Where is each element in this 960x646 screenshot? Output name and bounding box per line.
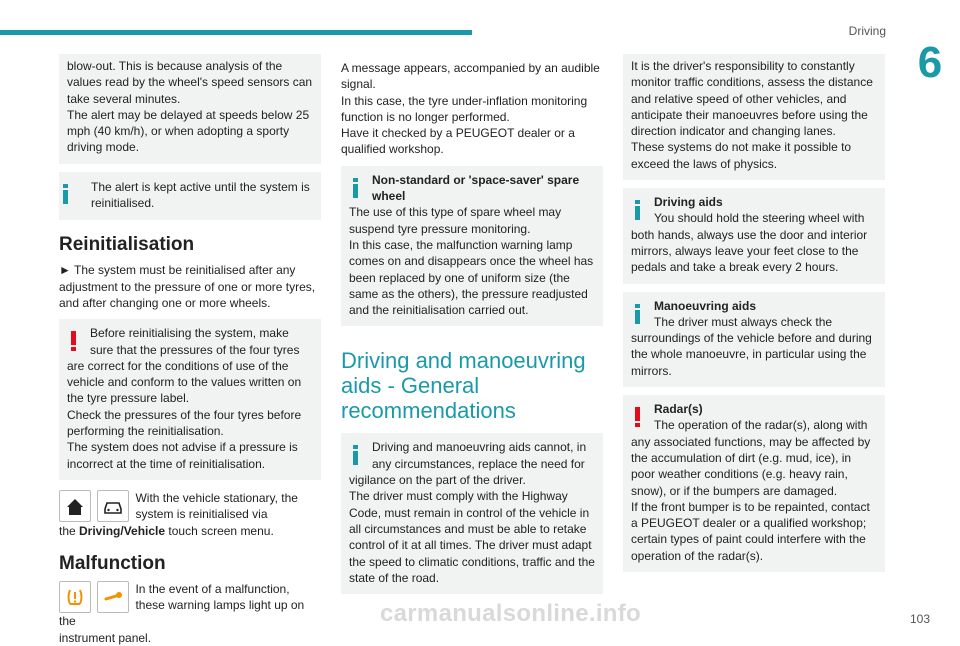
- watermark: carmanualsonline.info: [380, 600, 642, 627]
- header-accent-bar: [0, 30, 472, 35]
- column-3: [623, 54, 885, 572]
- manoeuvring-first-line: The driver must always check the: [654, 314, 833, 329]
- note-box-responsibility: [623, 54, 885, 180]
- radar-title: Radar(s): [654, 402, 703, 417]
- spare-text: The use of this type of spare wheel may suspend tyre pressure monitoring. In this case, the malfunction warning lamp comes on and disappears once the wheel has been replaced by one of uniform size (the same as the others), the pressure readjusted and the reinitialisation carried out.: [349, 205, 594, 318]
- aids-first-line: Driving and manoeuvring aids cannot, in any circumstances, replace the need for: [372, 440, 587, 471]
- note-text: blow-out. This is because analysis of the values read by the wheel's speed sensors can take several minutes. The alert may be delayed at speeds below 25 mph (40 km/h), or when adopting a sporty driving mode.: [67, 59, 313, 155]
- reinit-text: ► The system must be reinitialised after any adjustment to the pressure of one or more tyres, and after changing one or more wheels.: [59, 263, 316, 310]
- warning-box-radar: [623, 395, 885, 572]
- page-number: 103: [909, 612, 930, 626]
- radar-text: any associated functions, may be affected by the accumulation of dirt (e.g. mud, ice), in poor weather conditions (e.g. heavy rain, snow), or if the bumpers are damaged. If the front bumper is to be repainted, contact a PEUGEOT dealer or a qualified workshop; certain types of paint could interfere with the operation of the radar(s).: [631, 434, 871, 563]
- info-icon: [63, 184, 68, 204]
- heading-malfunction: Malfunction: [59, 552, 166, 574]
- info-box-alert: [59, 172, 321, 221]
- driving-text: both hands, always use the door and interior mirrors, always leave your feet close to the pedals and take a break every 2 hours.: [631, 227, 868, 275]
- warning-first-line: Before reinitialising the system, make sure that the pressures of the four tyres: [90, 326, 300, 357]
- driving-first-line: You should hold the steering wheel with: [654, 211, 865, 226]
- menu-name: Driving/Vehicle: [79, 523, 166, 538]
- message-text: A message appears, accompanied by an audible signal. In this case, the tyre under-inflation monitoring function is no longer performed. Have it checked by a PEUGEOT dealer or a qualified workshop.: [341, 61, 600, 157]
- info-icon: [635, 200, 640, 220]
- aids-text: vigilance on the part of the driver. The driver must comply with the Highway Code, must remain in control of the vehicle in all circumstances and must be able to retake control of it at all times. The driver must adapt the speed to climatic conditions, traffic and the state of the road.: [349, 473, 595, 585]
- wrench-icon: [97, 581, 129, 613]
- note-box-blowout: [59, 54, 321, 164]
- info-icon: [635, 304, 640, 324]
- info-box-aids: [341, 433, 603, 594]
- stationary-menu-line: [59, 523, 321, 539]
- column-1: [59, 54, 321, 646]
- malfunction-text-end: instrument panel.: [59, 630, 152, 645]
- info-icon: [353, 178, 358, 198]
- chapter-number: 6: [917, 38, 943, 87]
- info-box-manoeuvring: [623, 292, 885, 387]
- stationary-text: With the vehicle stationary, the system is reinitialised via: [135, 490, 298, 522]
- manoeuvring-text: surroundings of the vehicle before and during the whole manoeuvre, in particular using the mirrors.: [631, 331, 872, 378]
- warning-icon: [635, 407, 640, 427]
- manoeuvring-title: Manoeuvring aids: [654, 298, 757, 313]
- info-box-driving-aids: [623, 188, 885, 283]
- driving-title: Driving aids: [654, 195, 723, 210]
- warning-text: are correct for the conditions of use of the vehicle and conform to the values written on the tyre pressure label. Check the pressures of the four tyres before performing the reinitialisation. The system does not advise if a pressure is incorrect at the time of reinitialisation.: [67, 358, 302, 471]
- tyre-warning-icon: [59, 581, 91, 613]
- info-box-spare-wheel: [341, 166, 603, 327]
- info-text: The alert is kept active until the system is reinitialised.: [91, 179, 310, 211]
- warning-icon: [71, 331, 76, 351]
- spare-title: Non-standard or 'space-saver' spare wheel: [372, 172, 580, 204]
- warning-box-reinit: [59, 319, 321, 480]
- stationary-pre: the: [59, 523, 80, 538]
- radar-first-line: The operation of the radar(s), along with: [654, 418, 868, 433]
- heading-driving-aids: Driving and manoeuvring aids - General recommendations: [341, 348, 586, 424]
- stationary-post: touch screen menu.: [165, 523, 274, 538]
- info-icon: [353, 445, 358, 465]
- stationary-instruction: [59, 490, 321, 539]
- heading-reinitialisation: Reinitialisation: [59, 234, 195, 256]
- column-2: [341, 54, 603, 594]
- home-icon: [59, 490, 91, 522]
- malfunction-text: In the event of a malfunction, these warning lamps light up on the: [59, 581, 305, 629]
- responsibility-text: It is the driver's responsibility to constantly monitor traffic conditions, assess the distance and relative speed of other vehicles, and anticipate their manoeuvres before using the direction indicator and changing lanes. These systems do not make it possible to exceed the laws of physics.: [631, 59, 873, 171]
- malfunction-instruction: [59, 581, 321, 646]
- section-title: Driving: [848, 24, 886, 38]
- car-icon: [97, 490, 129, 522]
